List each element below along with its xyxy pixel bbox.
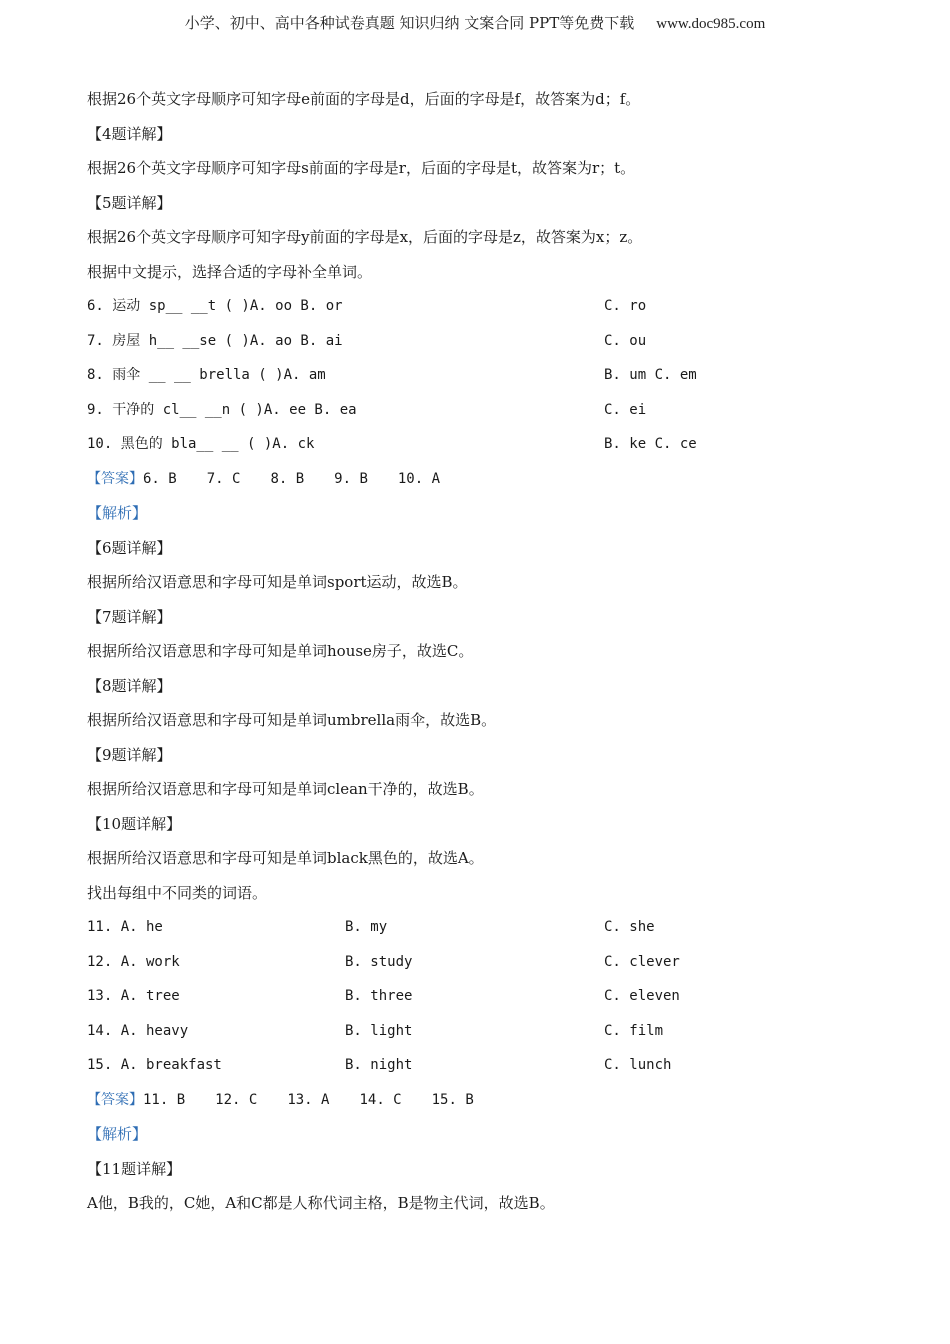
header-site: www.doc985.com: [656, 16, 766, 32]
detail-text-11: A他，B我的，C她，A和C都是人称代词主格，B是物主代词，故选B。: [87, 1194, 555, 1212]
question-option: C. ei: [604, 401, 647, 418]
answer-item: 8. B: [270, 470, 305, 487]
option-c: C. film: [604, 1022, 664, 1039]
answer-label: 【答案】: [87, 1091, 143, 1108]
detail-text-5: 根据26个英文字母顺序可知字母y前面的字母是x，后面的字母是z，故答案为x；z。: [87, 228, 643, 246]
intro-line: 根据26个英文字母顺序可知字母e前面的字母是d，后面的字母是f，故答案为d；f。: [87, 90, 641, 108]
detail-text-10: 根据所给汉语意思和字母可知是单词black黑色的，故选A。: [87, 849, 484, 867]
option-b: B. my: [345, 919, 388, 935]
question-6: [87, 289, 887, 324]
detail-text-4: 根据26个英文字母顺序可知字母s前面的字母是r，后面的字母是t，故答案为r；t。: [87, 159, 636, 177]
detail-heading-9: 【9题详解】: [87, 745, 172, 764]
option-c: C. lunch: [604, 1057, 672, 1073]
analysis-label: 【解析】: [87, 1125, 148, 1143]
section2-instruction: 根据中文提示，选择合适的字母补全单词。: [87, 262, 373, 281]
detail-heading-5: 【5题详解】: [87, 193, 172, 212]
option-c: C. clever: [604, 953, 680, 970]
question-10: [87, 427, 887, 462]
section3-instruction: 找出每组中不同类的词语。: [87, 883, 268, 902]
question-7: [87, 324, 887, 359]
answer-label: 【答案】: [87, 470, 143, 487]
detail-text-6: 根据所给汉语意思和字母可知是单词sport运动，故选B。: [87, 573, 468, 591]
question-9: [87, 393, 887, 428]
answer-line-1: [87, 462, 887, 497]
answer-item: 15. B: [431, 1091, 474, 1108]
detail-heading-7: 【7题详解】: [87, 607, 172, 626]
answer-item: 9. B: [334, 470, 368, 487]
question-option: B. um C. em: [604, 367, 697, 383]
answer-item: 13. A: [287, 1091, 330, 1108]
question-stem: 8. 雨伞 __ __ brella ( )A. am: [87, 367, 326, 383]
option-a: 15. A. breakfast: [87, 1057, 222, 1073]
question-8: [87, 358, 887, 393]
answer-item: 11. B: [143, 1091, 186, 1108]
detail-text-7: 根据所给汉语意思和字母可知是单词house房子，故选C。: [87, 642, 474, 660]
option-a: 13. A. tree: [87, 988, 180, 1004]
detail-heading-11: 【11题详解】: [87, 1159, 182, 1178]
page-header: [0, 12, 950, 33]
question-stem: 6. 运动 sp__ __t ( )A. oo B. or: [87, 298, 343, 314]
option-b: B. night: [345, 1057, 413, 1073]
detail-heading-4: 【4题详解】: [87, 124, 172, 143]
analysis-label: 【解析】: [87, 504, 148, 522]
option-a: 14. A. heavy: [87, 1022, 189, 1039]
question-stem: 10. 黑色的 bla__ __ ( )A. ck: [87, 436, 315, 452]
question-14: [87, 1014, 887, 1049]
question-option: C. ro: [604, 298, 647, 314]
question-option: C. ou: [604, 332, 647, 349]
option-c: C. eleven: [604, 988, 680, 1004]
answer-line-2: [87, 1083, 887, 1118]
question-15: [87, 1048, 887, 1083]
header-title: 小学、初中、高中各种试卷真题 知识归纳 文案合同 PPT等免费下载: [184, 14, 635, 32]
answer-item: 10. A: [397, 470, 441, 487]
detail-text-8: 根据所给汉语意思和字母可知是单词umbrella雨伞，故选B。: [87, 711, 497, 729]
answer-item: 6. B: [143, 470, 177, 487]
option-b: B. study: [345, 953, 413, 970]
detail-heading-6: 【6题详解】: [87, 538, 172, 557]
question-11: [87, 910, 887, 945]
document-body: [87, 82, 887, 1221]
question-stem: 7. 房屋 h__ __se ( )A. ao B. ai: [87, 332, 343, 349]
option-c: C. she: [604, 919, 655, 935]
option-b: B. three: [345, 988, 413, 1004]
option-b: B. light: [345, 1022, 413, 1039]
option-a: 11. A. he: [87, 919, 163, 935]
answer-item: 14. C: [359, 1091, 402, 1108]
detail-heading-10: 【10题详解】: [87, 814, 182, 833]
question-stem: 9. 干净的 cl__ __n ( )A. ee B. ea: [87, 401, 357, 418]
option-a: 12. A. work: [87, 953, 180, 970]
question-option: B. ke C. ce: [604, 436, 697, 452]
detail-heading-8: 【8题详解】: [87, 676, 172, 695]
question-13: [87, 979, 887, 1014]
question-12: [87, 945, 887, 980]
answer-item: 7. C: [206, 470, 241, 487]
detail-text-9: 根据所给汉语意思和字母可知是单词clean干净的，故选B。: [87, 780, 484, 798]
answer-item: 12. C: [215, 1091, 258, 1108]
